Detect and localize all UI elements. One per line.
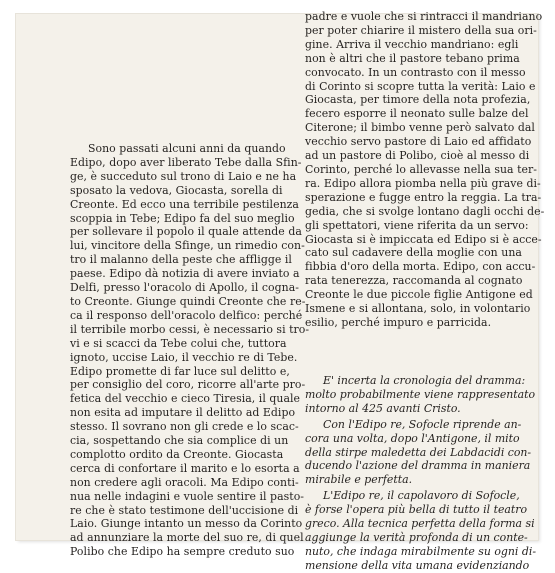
note-line: molto probabilmente viene rappresentato (305, 387, 536, 401)
text-line: tro il malanno della peste che affligge il (70, 253, 292, 267)
text-line: vi e si scacci da Tebe colui che, tuttora (70, 336, 287, 350)
text-line: Ismene e si allontana, solo, in volontario (305, 302, 531, 316)
text-line: ge, è succeduto sul trono di Laio e ne ha (70, 169, 297, 183)
note-line: cora una volta, dopo l'Antigone, il mito (305, 431, 520, 445)
text-line: ca il responso dell'oracolo delfico: perché (70, 308, 303, 322)
text-line: Giocasta, per timore della nota profezia, (305, 93, 531, 107)
left-text-column (70, 142, 310, 559)
text-line: cia, sospettando che sia complice di un (70, 434, 289, 448)
text-line: gli spettatori, viene riferita da un servo: (305, 218, 529, 232)
text-line: ignoto, uccise Laio, il vecchio re di Tebe. (70, 350, 298, 364)
note-line: nuto, che indaga mirabilmente su ogni di- (305, 544, 536, 558)
text-line: Corinto, perché lo allevasse nella sua ter- (305, 162, 538, 176)
text-line: gine. Arriva il vecchio mandriano: egli (305, 37, 519, 51)
text-line: padre e vuole che si rintracci il mandriano (305, 10, 543, 23)
text-line: Edipo, dopo aver liberato Tebe dalla Sfin- (70, 155, 302, 169)
text-line: convocato. In un contrasto con il messo (305, 65, 526, 79)
text-line: non credere agli oracoli. Ma Edipo conti- (70, 475, 299, 489)
note-line: aggiunge la verità profonda di un conte- (305, 530, 528, 544)
right-text-column (305, 10, 545, 330)
text-line: Laio. Giunge intanto un messo da Corinto (70, 517, 303, 531)
text-line: rata tenerezza, raccomanda al cognato (305, 274, 523, 288)
text-line: fecero esporre il neonato sulle balze del (305, 107, 529, 121)
text-line: esilio, perché impuro e parricida. (305, 315, 492, 329)
note-line: della stirpe maledetta dei Labdacidi con- (305, 445, 532, 459)
text-line: cato sul cadavere della moglie con una (305, 246, 522, 260)
text-line: Citerone; il bimbo venne però salvato dal (305, 121, 535, 135)
text-line: re che è stato testimone dell'uccisione di (70, 503, 299, 517)
italic-note (305, 374, 536, 573)
text-line: Polibo che Edipo ha sempre creduto suo (70, 545, 295, 559)
text-line: to Creonte. Giunge quindi Creonte che re- (70, 294, 306, 308)
text-line: fetica del vecchio e cieco Tiresia, il quale (70, 392, 301, 406)
text-line: ad annunziare la morte del suo re, di quel (70, 531, 304, 545)
text-line: lui, vincitore della Sfinge, un rimedio con- (70, 239, 305, 253)
text-line: il terribile morbo cessi, è necessario si tro- (70, 322, 310, 336)
text-line: Creonte. Ed ecco una terribile pestilenza (70, 197, 299, 211)
text-line: Giocasta si è impiccata ed Edipo si è acce- (305, 232, 542, 246)
note-line: greco. Alla tecnica perfetta della forma si (305, 517, 535, 531)
text-line: Sono passati alcuni anni da quando (88, 142, 286, 155)
text-line: sperazione e fugge entro la reggia. La tra- (305, 190, 542, 204)
note-line: L'Edipo re, il capolavoro di Sofocle, (323, 489, 520, 503)
text-line: stesso. Il sovrano non gli crede e lo scac- (70, 420, 299, 434)
text-line: paese. Edipo dà notizia di avere inviato a (70, 267, 300, 281)
text-line: Edipo promette di far luce sul delitto e, (70, 364, 290, 378)
book-page (16, 10, 545, 572)
text-line: Creonte le due piccole figlie Antigone ed (305, 288, 533, 302)
text-line: per poter chiarire il mistero della sua ori- (305, 23, 537, 37)
text-line: per consiglio del coro, ricorre all'arte pro- (70, 378, 306, 392)
text-line: sposato la vedova, Giocasta, sorella di (70, 183, 283, 197)
note-line: è forse l'opera più bella di tutto il teatro (305, 503, 528, 517)
note-line: mensione della vita umana evidenziando (305, 558, 530, 572)
text-line: Delfi, presso l'oracolo di Apollo, il cogna- (70, 281, 300, 295)
text-line: cerca di confortare il marito e lo esorta a (70, 461, 300, 475)
text-line: non esita ad imputare il delitto ad Edipo (70, 406, 296, 420)
note-line: ducendo l'azione del dramma in maniera (305, 459, 531, 473)
note-line: Con l'Edipo re, Sofocle riprende an- (323, 417, 522, 431)
text-line: vecchio servo pastore di Laio ed affidato (305, 135, 532, 149)
note-line: E' incerta la cronologia del dramma: (323, 374, 526, 387)
text-line: scoppia in Tebe; Edipo fa del suo meglio (70, 211, 295, 225)
text-line: per sollevare il popolo il quale attende da (70, 225, 302, 239)
text-line: fibbia d'oro della morta. Edipo, con accu- (305, 260, 536, 274)
note-line: mirabile e perfetta. (305, 473, 413, 487)
text-line: ra. Edipo allora piomba nella più grave di- (305, 176, 541, 190)
text-line: nua nelle indagini e vuole sentire il pasto- (70, 489, 305, 503)
text-line: gedia, che si svolge lontano dagli occhi de- (305, 204, 545, 218)
text-line: non è altri che il pastore tebano prima (305, 51, 520, 65)
note-line: intorno al 425 avanti Cristo. (305, 401, 461, 415)
text-line: ad un pastore di Polibo, cioè al messo di (305, 149, 530, 163)
text-line: di Corinto si scopre tutta la verità: Laio e (305, 79, 536, 93)
text-line: complotto ordito da Creonte. Giocasta (70, 447, 284, 461)
